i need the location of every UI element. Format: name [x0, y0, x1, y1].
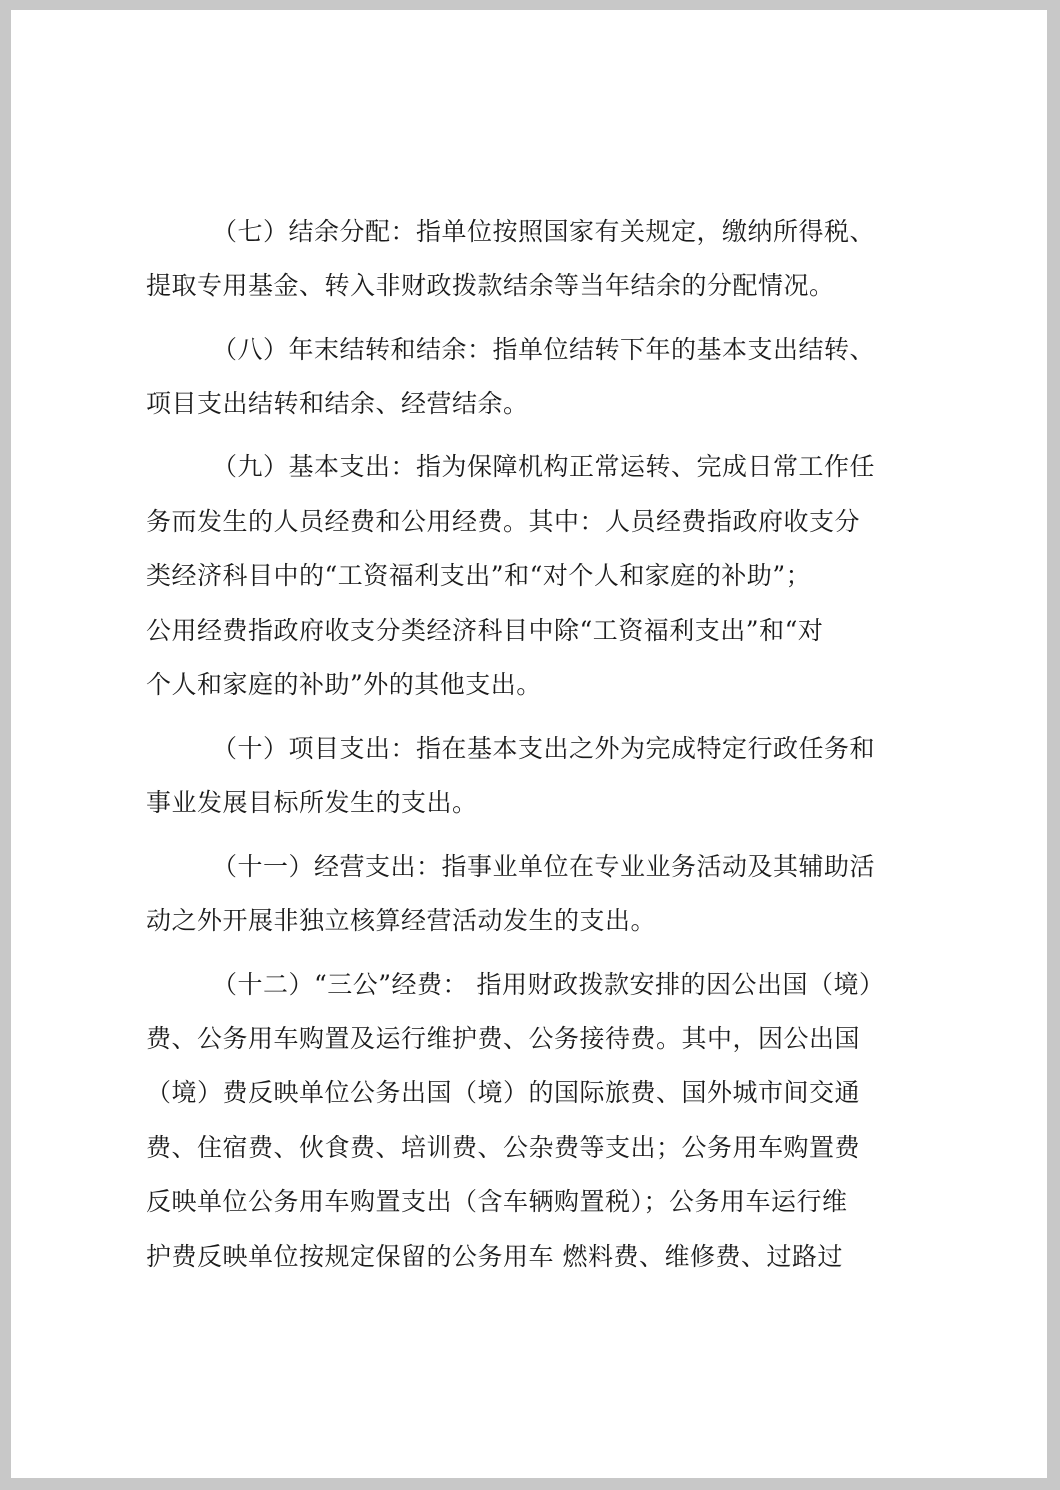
paragraph-7-line-1: （七）结余分配：指单位按照国家有关规定，缴纳所得税、 [212, 217, 876, 246]
paragraph-12-line-6: 护费反映单位按规定保留的公务用车 燃料费、维修费、过路过 [146, 1242, 843, 1271]
paragraph-11-line-2: 动之外开展非独立核算经营活动发生的支出。 [146, 906, 657, 935]
paragraph-8-line-1: （八）年末结转和结余：指单位结转下年的基本支出结转、 [212, 335, 876, 364]
paragraph-11-line-1: （十一）经营支出：指事业单位在专业业务活动及其辅助活 [212, 852, 876, 881]
paragraph-12-line-3: （境）费反映单位公务出国（境）的国际旅费、国外城市间交通 [146, 1078, 861, 1107]
paragraph-8-line-2: 项目支出结转和结余、经营结余。 [146, 389, 529, 418]
paragraph-9-line-1: （九）基本支出：指为保障机构正常运转、完成日常工作任 [212, 452, 876, 481]
paragraph-12-line-2: 费、公务用车购置及运行维护费、公务接待费。其中，因公出国 [146, 1024, 861, 1053]
paragraph-10-line-1: （十）项目支出：指在基本支出之外为完成特定行政任务和 [212, 734, 876, 763]
paragraph-12-line-1: （十二）“三公”经费： 指用财政拨款安排的因公出国（境） [212, 970, 885, 999]
paragraph-10-line-2: 事业发展目标所发生的支出。 [146, 788, 478, 817]
paragraph-9-line-3: 类经济科目中的“工资福利支出”和“对个人和家庭的补助”； [146, 561, 812, 590]
document-page [11, 10, 1047, 1478]
paragraph-12-line-4: 费、住宿费、伙食费、培训费、公杂费等支出；公务用车购置费 [146, 1133, 861, 1162]
paragraph-9-line-4: 公用经费指政府收支分类经济科目中除“工资福利支出”和“对 [146, 616, 824, 645]
paragraph-9-line-5: 个人和家庭的补助”外的其他支出。 [146, 670, 542, 699]
paragraph-9-line-2: 务而发生的人员经费和公用经费。其中：人员经费指政府收支分 [146, 507, 861, 536]
paragraph-12-line-5: 反映单位公务用车购置支出（含车辆购置税）；公务用车运行维 [146, 1187, 848, 1216]
paragraph-7-line-2: 提取专用基金、转入非财政拨款结余等当年结余的分配情况。 [146, 271, 835, 300]
